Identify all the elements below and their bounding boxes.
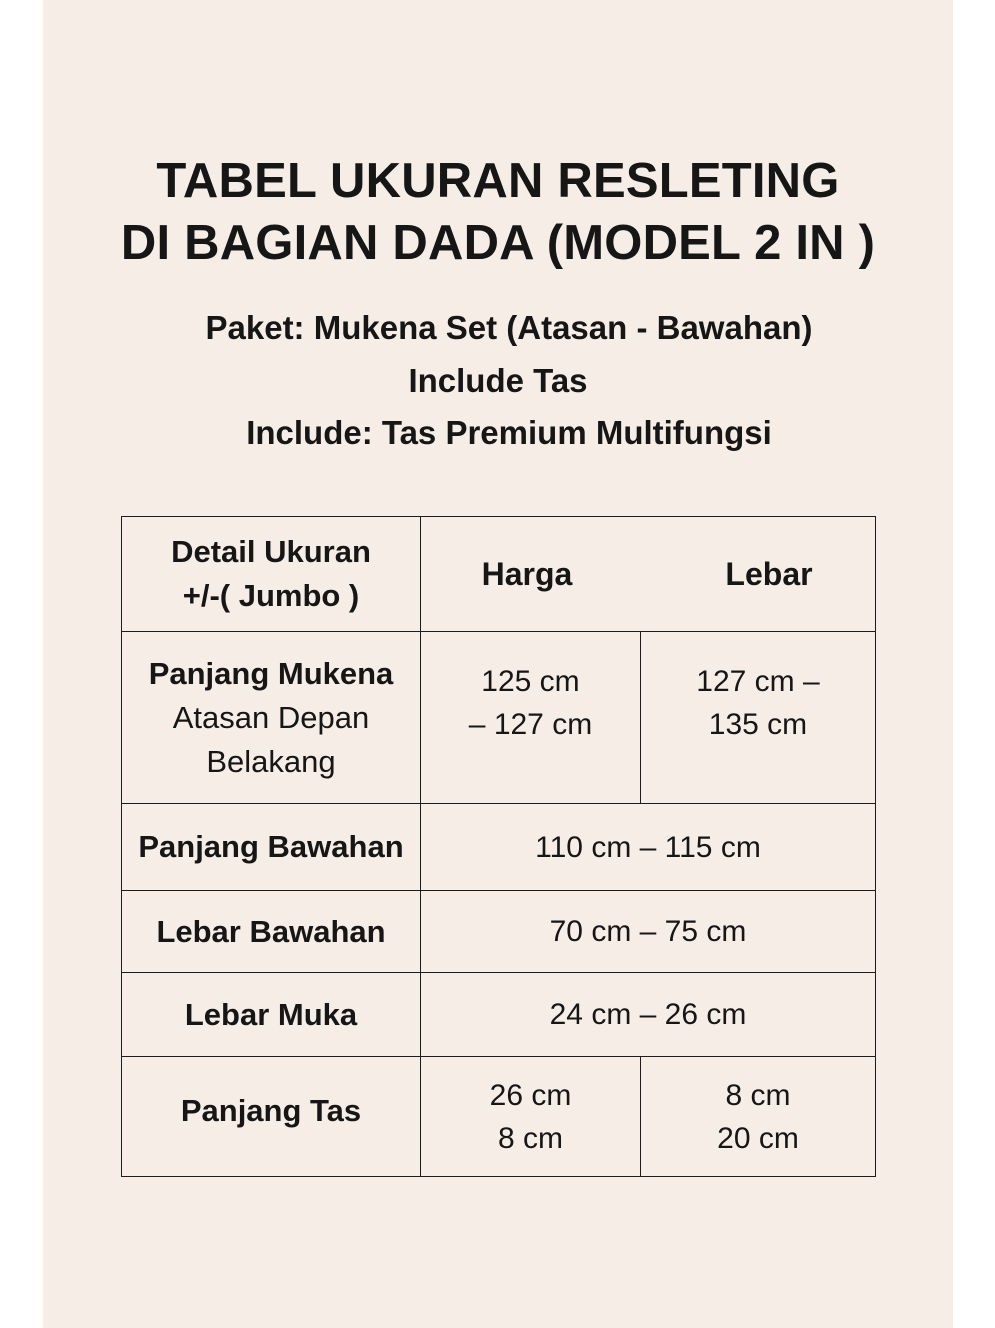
- include-detail-subtitle: Include: Tas Premium Multifungsi: [246, 414, 772, 451]
- harga-line2: 8 cm: [497, 1121, 563, 1155]
- header-harga: Harga: [481, 556, 573, 592]
- header-lebar: Lebar: [725, 556, 813, 592]
- header-detail-ukuran: [122, 517, 421, 632]
- table-row: [122, 632, 876, 804]
- cell-value: 110 cm – 115 cm: [421, 804, 876, 891]
- cell-value: 24 cm – 26 cm: [421, 973, 876, 1057]
- package-subtitle: Paket: Mukena Set (Atasan - Bawahan): [205, 309, 813, 346]
- harga-line1: 125 cm: [481, 664, 580, 698]
- row-label-bold: Panjang Mukena: [148, 655, 394, 691]
- table-header-row: [122, 517, 876, 632]
- size-table: [121, 516, 876, 1177]
- page-title: [43, 150, 953, 274]
- title-line-2: DI BAGIAN DADA (MODEL 2 IN ): [120, 216, 876, 270]
- cell-lebar: [641, 1057, 876, 1177]
- row-label-panjang-mukena: [122, 632, 421, 804]
- row-label-lebar-muka: Lebar Muka: [122, 973, 421, 1057]
- table-row: [122, 804, 876, 891]
- lebar-line1: 127 cm –: [696, 664, 820, 698]
- row-label-line3: Belakang: [206, 743, 336, 779]
- cell-harga: [421, 632, 641, 804]
- include-bag-subtitle: Include Tas: [408, 362, 588, 399]
- row-label-panjang-bawahan: Panjang Bawahan: [122, 804, 421, 891]
- table-row: [122, 973, 876, 1057]
- table-row: [122, 891, 876, 973]
- lebar-line2: 135 cm: [708, 707, 808, 741]
- title-line-1: TABEL UKURAN RESLETING: [156, 154, 840, 208]
- header-detail-line1: Detail Ukuran: [171, 534, 371, 569]
- cell-lebar: [641, 632, 876, 804]
- size-chart-card: [43, 0, 953, 1328]
- cell-value: 70 cm – 75 cm: [421, 891, 876, 973]
- row-label-line2: Atasan Depan: [172, 699, 370, 735]
- cell-harga: [421, 1057, 641, 1177]
- table-row: [122, 1057, 876, 1177]
- lebar-line1: 8 cm: [725, 1078, 791, 1112]
- lebar-line2: 20 cm: [717, 1121, 799, 1155]
- harga-line2: – 127 cm: [468, 707, 593, 741]
- row-label-panjang-tas: Panjang Tas: [122, 1057, 421, 1177]
- harga-line1: 26 cm: [489, 1078, 572, 1112]
- header-detail-line2: +/-( Jumbo ): [182, 578, 360, 613]
- header-price-width: [421, 517, 876, 632]
- row-label-lebar-bawahan: Lebar Bawahan: [122, 891, 421, 973]
